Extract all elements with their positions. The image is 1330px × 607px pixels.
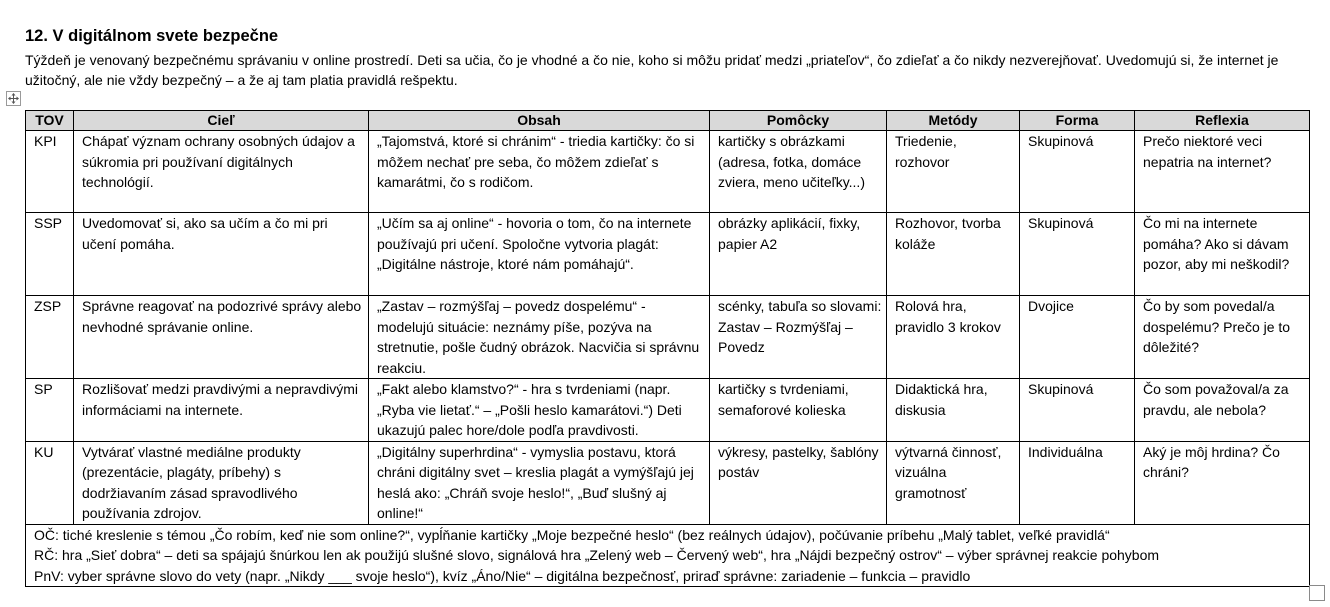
header-reflexia: Reflexia: [1135, 111, 1310, 131]
cell-pomocky: výkresy, pastelky, šablóny postáv: [710, 441, 887, 524]
cell-tov: SP: [26, 379, 74, 442]
cell-forma: Dvojice: [1020, 296, 1135, 379]
cell-obsah: „Učím sa aj online“ - hovoria o tom, čo na internete používajú pri učení. Spoločne vytvoria plagát: „Digitálne nástroje, ktoré nám pomáhajú“.: [369, 213, 710, 296]
cell-tov: KU: [26, 441, 74, 524]
header-tov: TOV: [26, 111, 74, 131]
table-row: [26, 296, 1310, 379]
table-row: [26, 441, 1310, 524]
cell-obsah: „Zastav – rozmýšľaj – povedz dospelému“ - modelujú situácie: neznámy píše, pozýva na stretnutie, pošle čudný obrázok. Nacvičia si správnu reakciu.: [369, 296, 710, 379]
table-move-icon[interactable]: [6, 91, 21, 106]
cell-ciel: Rozlišovať medzi pravdivými a nepravdivými informáciami na internete.: [74, 379, 369, 442]
cell-obsah: „Fakt alebo klamstvo?“ - hra s tvrdeniami (napr. „Ryba vie lietať.“ – „Pošli heslo kamarátovi.“) Deti ukazujú palec hore/dole podľa pravdivosti.: [369, 379, 710, 442]
cell-forma: Skupinová: [1020, 131, 1135, 213]
cell-pomocky: scénky, tabuľa so slovami: Zastav – Rozmýšľaj – Povedz: [710, 296, 887, 379]
table-row: [26, 131, 1310, 213]
cell-forma: Skupinová: [1020, 213, 1135, 296]
cell-metody: výtvarná činnosť, vizuálna gramotnosť: [887, 441, 1020, 524]
footer-line-oc: OČ: tiché kreslenie s témou „Čo robím, keď nie som online?“, vypĺňanie kartičky „Moje bezpečné heslo“ (bez reálnych údajov), počúvanie príbehu „Malý tablet, veľké pravidlá“: [34, 526, 1110, 543]
four-arrows-icon: [8, 93, 19, 104]
table-header-row: [26, 111, 1310, 131]
cell-tov: SSP: [26, 213, 74, 296]
cell-metody: Didaktická hra, diskusia: [887, 379, 1020, 442]
cell-pomocky: obrázky aplikácií, fixky, papier A2: [710, 213, 887, 296]
cell-pomocky: kartičky s tvrdeniami, semaforové kolieska: [710, 379, 887, 442]
header-metody: Metódy: [887, 111, 1020, 131]
cell-reflexia: Čo by som povedal/a dospelému? Prečo je to dôležité?: [1135, 296, 1310, 379]
header-obsah: Obsah: [369, 111, 710, 131]
table-footer-row: [26, 524, 1310, 587]
cell-ciel: Chápať význam ochrany osobných údajov a súkromia pri používaní digitálnych technológií.: [74, 131, 369, 213]
cell-metody: Rozhovor, tvorba koláže: [887, 213, 1020, 296]
cell-reflexia: Čo som považoval/a za pravdu, ale nebola?: [1135, 379, 1310, 442]
cell-obsah: „Digitálny superhrdina“ - vymyslia postavu, ktorá chráni digitálny svet – kreslia plagát a vymýšľajú jej heslá ako: „Chráň svoje heslo!“, „Buď slušný aj online!“: [369, 441, 710, 524]
footer-line-rc: RČ: hra „Sieť dobra“ – deti sa spájajú šnúrkou len ak použijú slušné slovo, signálová hra „Zelený web – Červený web“, hra „Nájdi bezpečný ostrov“ – výber správnej reakcie pohybom: [34, 547, 1160, 563]
document-intro: Týždeň je venovaný bezpečnému správaniu v online prostredí. Deti sa učia, čo je vhodné a čo nie, koho si môžu pridať medzi „priateľov“, čo zdieľať a čo nikdy nezverejňovať. Uvedomujú si, že internet je užitočný, ale nie vždy bezpečný – a že aj tam platia pravidlá rešpektu.: [25, 52, 1279, 88]
cell-obsah: „Tajomstvá, ktoré si chránim“ - triedia kartičky: čo si môžem nechať pre seba, čo môžem zdieľať s kamarátmi, čo s rodičom.: [369, 131, 710, 213]
cell-metody: Rolová hra, pravidlo 3 krokov: [887, 296, 1020, 379]
cell-reflexia: Čo mi na internete pomáha? Ako si dávam pozor, aby mi neškodil?: [1135, 213, 1310, 296]
cell-forma: Individuálna: [1020, 441, 1135, 524]
document-title: 12. V digitálnom svete bezpečne: [25, 27, 279, 45]
cell-reflexia: Aký je môj hrdina? Čo chráni?: [1135, 441, 1310, 524]
cell-pomocky: kartičky s obrázkami (adresa, fotka, domáce zviera, meno učiteľky...): [710, 131, 887, 213]
table-resize-icon[interactable]: [1309, 585, 1325, 601]
header-pomocky: Pomôcky: [710, 111, 887, 131]
cell-ciel: Uvedomovať si, ako sa učím a čo mi pri učení pomáha.: [74, 213, 369, 296]
activities-cell: [26, 524, 1310, 587]
cell-tov: KPI: [26, 131, 74, 213]
header-ciel: Cieľ: [74, 111, 369, 131]
header-forma: Forma: [1020, 111, 1135, 131]
cell-reflexia: Prečo niektoré veci nepatria na internet?: [1135, 131, 1310, 213]
footer-line-pnv: PnV: vyber správne slovo do vety (napr. „Nikdy ___ svoje heslo“), kvíz „Áno/Nie“ – digitálna bezpečnosť, priraď správne: zariadenie – funkcia – pravidlo: [34, 567, 971, 584]
cell-tov: ZSP: [26, 296, 74, 379]
cell-metody: Triedenie, rozhovor: [887, 131, 1020, 213]
lesson-plan-table: [25, 110, 1310, 587]
cell-ciel: Správne reagovať na podozrivé správy alebo nevhodné správanie online.: [74, 296, 369, 379]
table-row: [26, 379, 1310, 442]
table-row: [26, 213, 1310, 296]
cell-ciel: Vytvárať vlastné mediálne produkty (prezentácie, plagáty, príbehy) s dodržiavaním zásad spravodlivého používania zdrojov.: [74, 441, 369, 524]
cell-forma: Skupinová: [1020, 379, 1135, 442]
document-body: [25, 26, 1309, 90]
